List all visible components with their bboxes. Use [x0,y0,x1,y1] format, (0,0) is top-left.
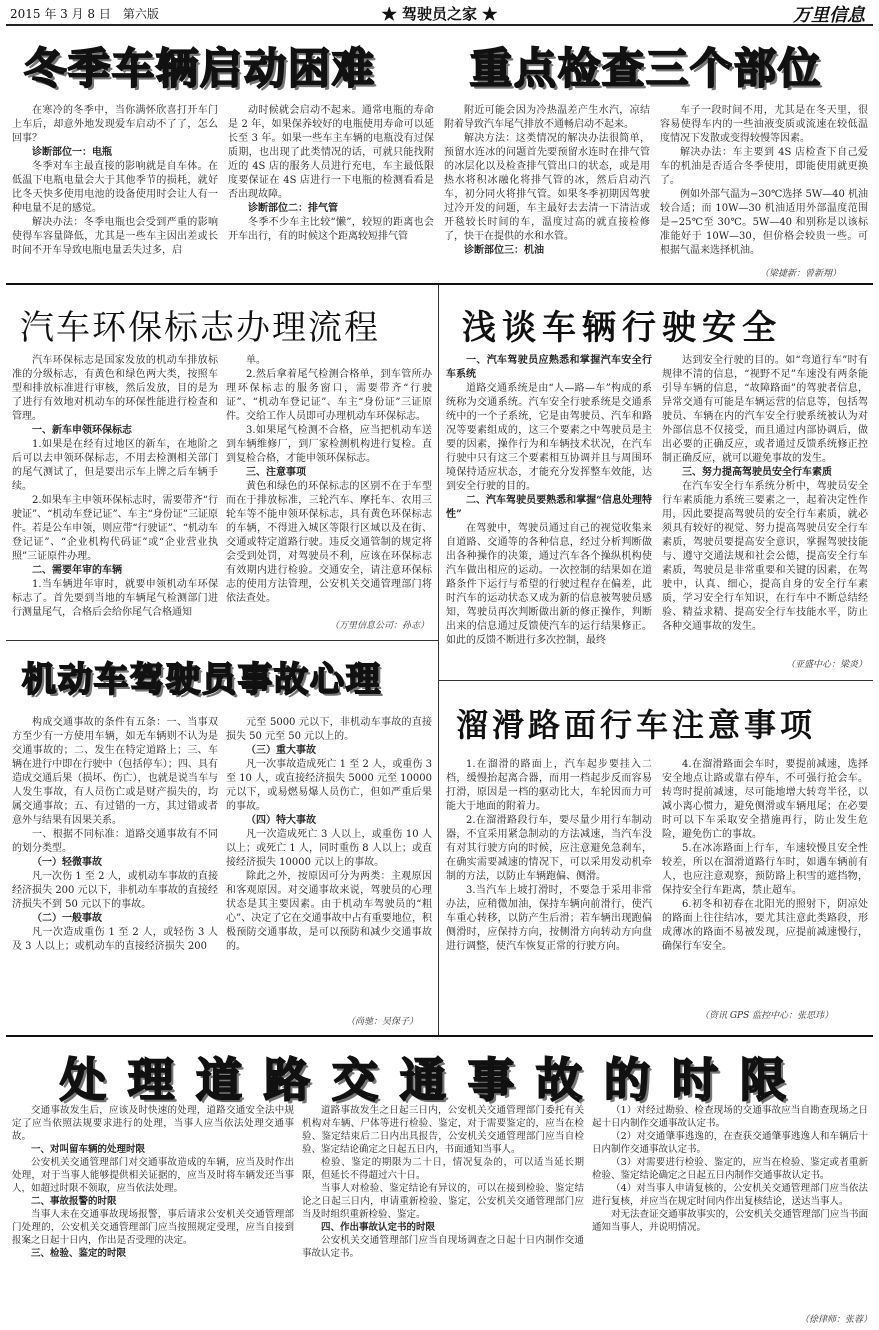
accident-col-2 [226,716,432,1012]
slippery-para: 2.在溜滑路段行车，要尽量少用行车制动器，不宜采用紧急制动的方法减速，当汽车没有对其行驶方向的时候，应注意避免急刹车，在确实需要减速的情况下，可以采用发动机牵制的方法，以防止车辆跑偏、侧滑。 [446,815,652,882]
winter-title-right: 重点检查三个部位 [470,44,823,93]
accident-credit: （尚驰：吴保子） [346,1017,419,1027]
safety-col-1 [446,354,652,670]
time-limits-subhead: 一、对叫留车辆的处理时限 [31,1144,146,1155]
winter-para: 解决办法：冬季电瓶也会受到严重的影响使得车容量降低，尤其是一些车主因出差或长时间不开车导致电瓶电量丢失过多，启 [12,217,218,256]
winter-para: 解决办法：车主要到 4S 店检查下自己爱车的机油是否适合冬季使用，即能使用就更换了。 [660,147,868,186]
winter-col-3 [444,104,650,280]
slippery-para: 5.在冰冻路面上行车，车速较慢且安全性较差，所以在溜滑道路行车时，如遇车辆前有人，也应注意观察，预防路上积雪的遮挡物，保持安全行车距离，禁止超车。 [662,843,868,896]
winter-subhead: 诊断部位三：机油 [464,245,544,256]
safety-col-2 [662,354,868,654]
accident-para: 除此之外，按原因可分为两类：主观原因和客观原因。对交通事故来说，驾驶员的心理状态是其主要因素。由于机动车驾驶员的“粗心”、决定了它在交通事故中占有重要地位，积极预防交通事故，是可以预防和减少交通事故的。 [226,871,432,952]
winter-para: 动时候就会启动不起来。通常电瓶的寿命是 2 年，如果保养较好的电瓶使用寿命可以延长至 3 年。如果一些车主车辆的电瓶没有过保质期，也出现了此类情况的话，可就只能找附近的 4S 店的服务人员进行充电，车主最低限度要保证在 4S 店进行一下电瓶的检测看看是否出现故障。 [228,105,434,200]
eco-title: 汽车环保标志办理流程 [20,308,380,348]
time-limits-para: 道路事故发生之日起三日内，公安机关交通管理部门委托有关机构对车辆、尸体等进行检验、鉴定，对于需要鉴定的，应当在检验、鉴定结束后二日内出具报告，公安机关交通管理部门应当自检验、鉴定结论确定之日起五日内，书面通知当事人。 [302,1105,584,1155]
safety-subhead: 一、汽车驾驶员应熟悉和掌握汽车安全行车系统 [446,355,652,380]
time-limits-credit: （徐律师：张蓉） [800,1315,873,1325]
safety-subhead: 三、努力提高驾驶员安全行车素质 [682,467,832,478]
date-edition: 2015 年 3 月 8 日 第六版 [10,7,159,21]
time-limits-para: （4）对当事人申请复核的，公安机关交通管理部门应当依法进行复核，并应当在规定时间内作出复核结论，送达当事人。 [592,1183,868,1207]
winter-subhead: 诊断部位二：排气管 [248,203,338,214]
slippery-col-1 [446,758,652,1020]
eco-para: 3.如果尾气检测不合格，应当把机动车送到车辆维修厂，到厂家检测机构进行复检。直到复检合格，才能申领环保标志。 [226,425,432,464]
time-limits-para: （2）对交通肇事逃逸的，在查获交通肇事逃逸人和车辆后十日内制作交通事故认定书。 [592,1131,868,1155]
safety-para: 在汽车安全行车系统分析中，驾驶员安全行车素质能力系统三要素之一，起着决定性作用，因此要提高驾驶员的安全行车素质，就必须具有较好的视觉、努力提高驾驶员安全行车素质，驾驶员要提高安全意识，掌握驾驶技能与、遵守交通法规和社会公德，提高安全行车素质，驾驶员是非常重要和关键的因素，在驾驶中，认真、细心，提高自身的安全行车素质，学习安全行车知识，在行车中不断总结经验、精益求精、提高安全行车技能水平，防止各种交通事故的发生。 [662,481,868,632]
brand-logo: 万里信息 [793,5,865,26]
winter-para: 冬季对车主最直接的影响就是自车体。在低温下电瓶电量会大于其他季节的损耗，就好比冬天快多使用电池的设备使用时会让人有一种电量不足的感觉。 [12,161,218,214]
winter-para: 解决方法：这类情况的解决办法很简单，预留水连冰的问题首先要预留水连时在排气管的冰层化以及检查排气管出口的状态，或是用热水将积冰融化将排气管的冰，然后启动汽车，初分同火将排气管。如果冬季初期因驾驶过冷开发的问题，车主最好去去清一下清洁或开毯较长时间的车，温度过高的就直接检修了，快干在提供的水和水管。 [444,133,650,242]
safety-title: 浅谈车辆行驶安全 [462,308,782,348]
winter-subhead: 诊断部位一：电瓶 [32,147,112,158]
accident-para: 凡一次伤 1 至 2 人，或机动车事故的直接经济损失 200 元以下，非机动车事故的直接经济损失不到 50 元以下的事故。 [12,871,218,910]
time-limits-col-3 [592,1104,868,1310]
eco-col-1 [12,354,218,636]
section-divider [6,640,438,641]
winter-credit: （梁捷新：曾新翔） [760,269,842,279]
eco-credit: （万里信息公司：孙志） [330,621,430,631]
header-rule [6,24,873,26]
time-limits-subhead: 三、检验、鉴定的时限 [31,1248,127,1259]
safety-subhead: 二、汽车驾驶员要熟悉和掌握“信息处理特性” [446,495,652,520]
winter-para: 冬季不少车主比较“懒”，较短的距离也会开车出行，有的时候这个距离较短排气管 [228,217,434,242]
safety-para: 道路交通系统是由“人—路—车”构成的系统称为交通系统。汽车安全行驶系统是交通系统中的一个子系统，它是由驾驶员、汽车和路况等要素组成的，这三个要素之中驾驶员是主要的因素，操作行为和车辆技术状况，在汽车行驶中只有这三个要素相互协调并且与周围环境保持适应状态，才能充分发挥整车效能，达到安全行驶的目的。 [446,383,652,492]
time-limits-subhead: 四、作出事故认定书的时限 [321,1222,436,1233]
time-limits-para: 当事人对检验、鉴定结论有异议的，可以在接到检验、鉴定结论之日起三日内，申请重新检验、鉴定，公安机关交通管理部门应当及时组织重新检验、鉴定。 [302,1183,584,1220]
accident-para: 元至 5000 元以下，非机动车事故的直接损失 50 元至 50 元以上的。 [226,717,432,742]
safety-para: 达到安全行驶的目的。如“弯道行车”时有规律不清的信息，“视野不足”车速没有两条能引导车辆的信息，“故障路面”的驾驶者信息，异常交通有可能是车辆运营的信息等，包括驾驶员、车辆在内的汽车安全行驶系统被认为对外部信息不仅接受，而且通过内部协调后，做出必要的正确反应，或者通过反馈系统修正控制正确反应，就可以避免事故的发生。 [662,355,868,464]
time-limits-para: 交通事故发生后，应该及时快速的处理，道路交通安全法中规定了应当依照法规要求进行的处理，当事人应当依法处理交通事故。 [12,1105,294,1142]
accident-subhead: （一）轻微事故 [32,857,102,868]
eco-para: 2.如果车主申领环保标志时，需要带齐“行驶证”、“机动车登记证”、车主“身份证”三证原件。若是公车申领，则应带“行驶证”、“机动车登记证”、“企业机构代码证”或“企业营业执照”三证原件办理。 [12,495,218,562]
eco-para: 黄色和绿色的环保标志的区别不在于车型而在于排放标准，三轮汽车、摩托车、农用三轮车等不能申领环保标志，具有黄色环保标志的车辆，不得进入城区等限行区域以及在街、交通或特定道路行驶。违反交通管制的规定将会受到处罚，对驾驶员不利，应该在环保标志有效期内进行检验。交通安全，请注意环保标志的使用方法管理，公安机关交通管理部门将依法查处。 [226,481,432,604]
safety-credit: （亚盛中心：梁炎） [786,660,868,670]
section-divider [6,283,873,285]
winter-para: 在寒冷的冬季中，当你满怀欣喜打开车门上车后，却意外地发现爱车启动不了了，怎么回事？ [12,105,218,144]
accident-para: 凡一次造成死亡 3 人以上，或重伤 10 人以上；或死亡 1 人，同时重伤 8 人以上；或直接经济损失 10000 元以上的事故。 [226,829,432,868]
eco-subhead: 一、新车申领环保标志 [32,425,132,436]
accident-subhead: （三）重大事故 [246,745,316,756]
winter-col-4 [660,104,868,264]
time-limits-title: 处理道路交通事故的时限 [60,1053,808,1107]
eco-para: 1.如果是在经有过地区的新车，在地阶之后可以去申领环保标志，不用去检测相关部门的尾气测试了，但是要出示车上牌之后车辆手续。 [12,439,218,492]
accident-subhead: （二）一般事故 [32,913,102,924]
time-limits-para: 当事人未在交通事故现场报警，事后请求公安机关交通管理部门处理的，公安机关交通管理部门应当按照规定受理，应当自接到报案之日起十日内，作出是否受理的决定。 [12,1209,294,1246]
eco-para: 汽车环保标志是国家发放的机动车排放标准的分级标志，有黄色和绿色两大类，按照车型和排放标准进行审核，然后发放，目的是为了进行有效地对机动车的环保性能进行检查和管理。 [12,355,218,422]
winter-col-1 [12,104,218,280]
time-limits-para: 对无法查证交通事故事实的，公安机关交通管理部门应当书面通知当事人，并说明情况。 [592,1209,868,1233]
time-limits-col-1 [12,1104,294,1326]
column-divider [438,285,439,1035]
accident-subhead: （四）特大事故 [246,815,316,826]
safety-para: 在驾驶中，驾驶员通过自己的视觉收集来自道路、交通等的各种信息，经过分析判断做出各种操作的决策，通过汽车各个操纵机构使汽车做出相应的运动。一次控制的结果如在道路条件下运行与希望的行驶过程存在偏差，此时汽车的运动状态又成为新的信息被驾驶员感知，驾驶员再次判断做出新的修正操作，判断出来的信息通过反馈使汽车的运行结果修正。如此的反馈不断进行多次控制，最终 [446,523,652,646]
winter-para: 附近可能会因为冷热温差产生水汽，凉结附着导致汽车尾气排放不通畅启动不起来。 [444,105,650,130]
slippery-para: 3.当汽车上坡打滑时，不要急于采用非常办法，应稍微加油，保持车辆向前滑行，使汽车重心转移，以防产生后滑；若车辆出现跑偏侧滑时，应保持方向，按侧滑方向转动方向盘进行调整，使汽车恢复正常的行驶方向。 [446,885,652,952]
slippery-para: 1.在溜滑的路面上，汽车起步要挂入二档，缓慢抬起离合器，而用一档起步反而容易打滑，原因是一档的驱动比大，车轮因而力可能大于地面的附着力。 [446,759,652,812]
eco-para: 单。 [246,355,266,366]
slippery-credit: （资讯 GPS 监控中心：张思玮） [700,1011,834,1021]
eco-subhead: 二、需要年审的车辆 [32,565,122,576]
accident-para: 构成交通事故的条件有五条：一、当事双方至少有一方使用车辆，如无车辆则不认为是交通事故的；二、发生在特定道路上；三、车辆在进行中即在行驶中（包括停车）；四、具有造成交通后果（损坏、伤亡），也就是说当车与人发生事故，有人员伤亡或是财产损失的，均属交通事故；五、有过错的一方，其过错或者意外与结果有因果关系。 [12,717,218,826]
winter-para: 例如外部气温为−30℃选择 5W—40 机油较合适；而 10W—30 机油适用外部温度范围是−25℃至 30℃。5W—40 和别称是以该标准能好于 10W—30，但价格会较贵一些。可根据气温来选择机油。 [660,189,868,256]
slippery-para: 6.初冬和初春在北阳光的照射下，阴凉处的路面上往往结冰，要尤其注意此类路段，形成薄冰的路面不易被发现，应提前减速慢行，确保行车安全。 [662,899,868,952]
time-limits-para: （1）对经过勘验、检查现场的交通事故应当自勘查现场之日起十日内制作交通事故认定书。 [592,1105,868,1129]
winter-title-left: 冬季车辆启动困难 [24,44,377,93]
accident-col-1 [12,716,218,1028]
time-limits-para: 公安机关交通管理部门应当自现场调查之日起十日内制作交通事故认定书。 [302,1235,584,1259]
time-limits-col-2 [302,1104,584,1326]
eco-col-2 [226,354,432,616]
accident-para: 一、根据不同标准：道路交通事故有不同的划分类型。 [12,829,218,854]
accident-para: 凡一次造成重伤 1 至 2 人，或轻伤 3 人及 3 人以上；或机动车的直接经济损失 200 [12,927,218,952]
eco-para: 2.然后拿着尾气检测合格单，到车管所办理环保标志的服务窗口，需要带齐“行驶证”、“机动车登记证”、车主“身份证”三证原件。交给工作人员即可办理机动车环保标志。 [226,369,432,422]
slippery-para: 4.在溜滑路面会车时，要提前减速，选择安全地点让路或靠右停车，不可强行抢会车。转弯时提前减速，尽可能地增大转弯半径，以减小离心惯力，避免侧滑或车辆甩尾；在必要时可以下车采取安全措施再行，防止发生危险，避免伤亡的事故。 [662,759,868,840]
accident-para: 凡一次事故造成死亡 1 至 2 人，或重伤 3 至 10 人，或直接经济损失 5000 元至 10000 元以下，或易燃易爆人员伤亡，但如严重后果的事故。 [226,759,432,812]
accident-title: 机动车驾驶员事故心理 [22,660,382,700]
section-divider [438,680,873,681]
slippery-title: 溜滑路面行车注意事项 [456,706,817,744]
time-limits-para: 公安机关交通管理部门对交通事故造成的车辆，应当及时作出处理，对于当事人能够提供相关证据的，应当及时将车辆发还当事人，如超过时限不领取，应当依法处理。 [12,1157,294,1194]
section-divider [6,1035,873,1037]
time-limits-para: （3）对需要进行检验、鉴定的，应当在检验、鉴定或者重新检验、鉴定结论确定之日起五日内制作交通事故认定书。 [592,1157,868,1181]
column-title: ★ 驾驶员之家 ★ [381,5,498,23]
eco-para: 1.当车辆进年审时，就要申领机动车环保标志了。首先要到当地的车辆尾气检测部门进行测量尾气，合格后会给你尾气合格通知 [12,579,218,618]
winter-col-2 [228,104,434,280]
time-limits-para: 检验、鉴定的期限为二十日，情况复杂的，可以适当延长期限，但延长不得超过六十日。 [302,1157,584,1181]
winter-para: 车子一段时间不用，尤其是在冬天里，很容易使得车内的一些油液变质或流速在较低温度情况下发散或变得较慢等因素。 [660,105,868,144]
eco-subhead: 三、注意事项 [246,467,306,478]
slippery-col-2 [662,758,868,1006]
time-limits-subhead: 二、事故报警的时限 [31,1196,117,1207]
